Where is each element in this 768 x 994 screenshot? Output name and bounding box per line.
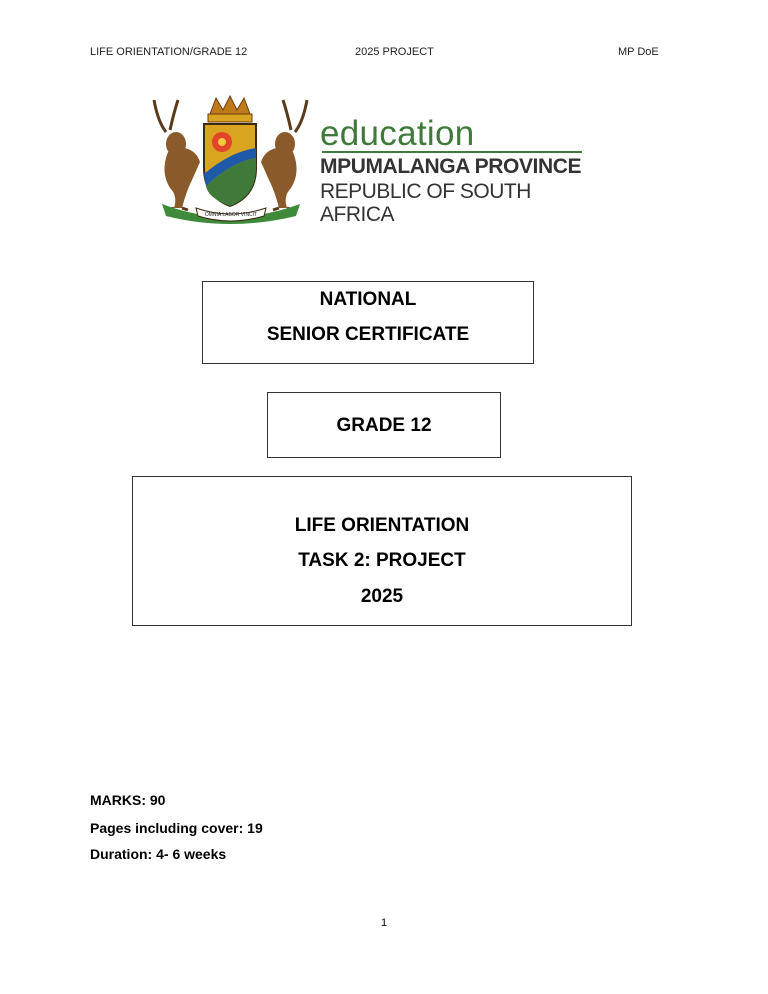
logo-divider: [322, 151, 582, 153]
logo-education-text: education: [320, 114, 475, 153]
pages-text: Pages including cover: 19: [90, 820, 263, 836]
logo-province-text: MPUMALANGA PROVINCE: [320, 155, 582, 178]
header-left: LIFE ORIENTATION/GRADE 12: [90, 46, 248, 58]
subject-line3: 2025: [360, 586, 404, 607]
grade-box: [267, 392, 501, 458]
subject-box: [132, 476, 632, 626]
subject-line2: TASK 2: PROJECT: [298, 550, 466, 571]
certificate-title-line1: NATIONAL: [319, 289, 417, 310]
header-center: 2025 PROJECT: [355, 46, 434, 58]
header-right: MP DoE: [618, 46, 659, 58]
logo-republic-text: REPUBLIC OF SOUTH AFRICA: [320, 180, 531, 227]
motto-text: OMNIA LABOR VINCIT: [204, 212, 258, 218]
page-number: 1: [380, 917, 388, 929]
marks-text: MARKS: 90: [90, 792, 166, 808]
grade-label: GRADE 12: [336, 415, 432, 436]
certificate-title-line2: SENIOR CERTIFICATE: [266, 324, 470, 345]
education-logo: [148, 92, 608, 227]
certificate-title-box: [202, 281, 534, 364]
duration-text: Duration: 4- 6 weeks: [90, 846, 227, 862]
subject-line1: LIFE ORIENTATION: [294, 515, 470, 536]
coat-of-arms-icon: [148, 92, 313, 224]
